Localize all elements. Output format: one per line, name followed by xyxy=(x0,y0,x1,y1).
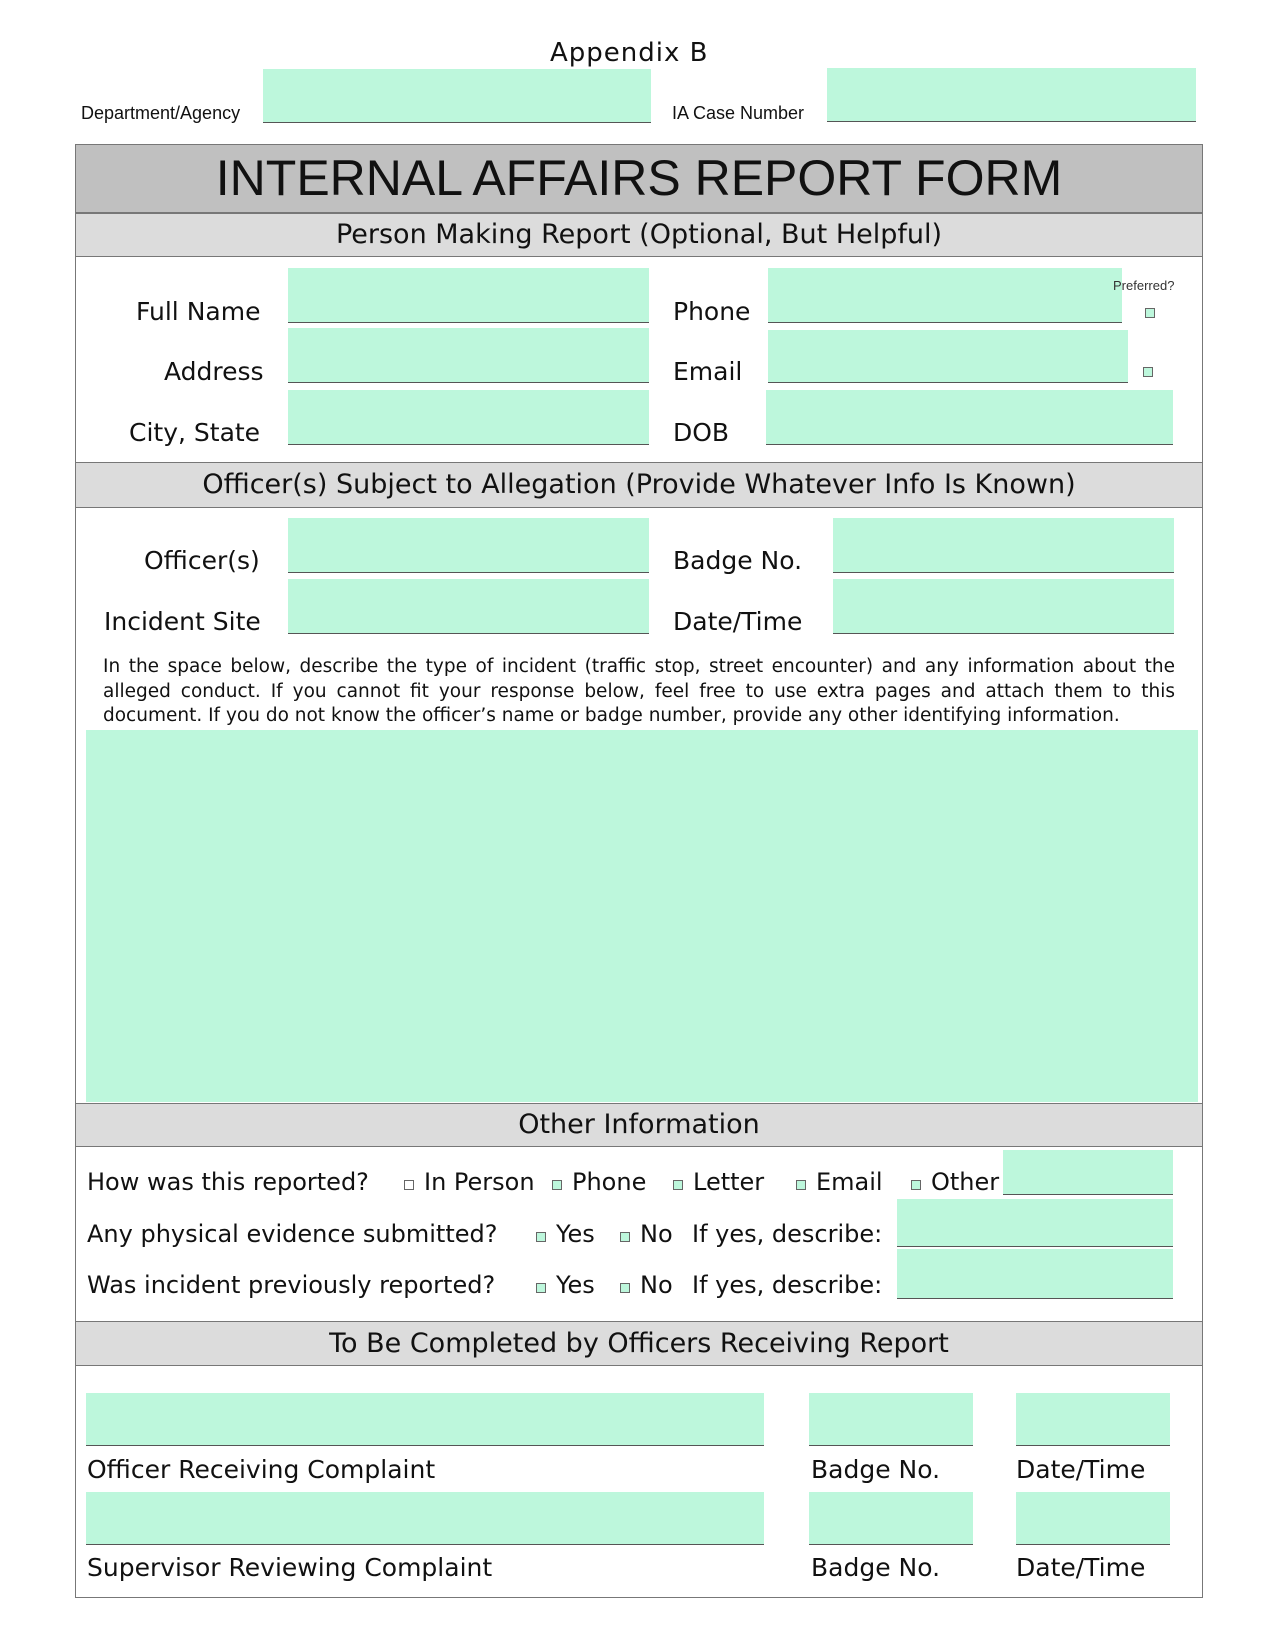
incident-datetime-label: Date/Time xyxy=(673,607,803,636)
incident-instructions: In the space below, describe the type of incident (traffic stop, street encounter) and any information about the alleged conduct. If you cannot fit your response below, feel free to use extra pages and attach them to this document. If you do not know the officer’s name or badge number, provide any other identifying information. xyxy=(103,656,1175,726)
in-person-label: In Person xyxy=(424,1168,535,1196)
previously-reported-yes-label: Yes xyxy=(556,1271,595,1299)
appendix-title: Appendix B xyxy=(550,38,709,68)
address-field[interactable] xyxy=(288,328,649,383)
other-method-label: Other xyxy=(931,1168,1000,1196)
address-label: Address xyxy=(164,357,264,386)
case-number-field[interactable] xyxy=(827,68,1196,122)
preferred-label: Preferred? xyxy=(1113,278,1175,293)
physical-evidence-yes-label: Yes xyxy=(556,1220,595,1248)
receiving-badge-label: Badge No. xyxy=(811,1455,941,1484)
form-title: INTERNAL AFFAIRS REPORT FORM xyxy=(76,145,1202,213)
physical-evidence-no-label: No xyxy=(640,1220,673,1248)
officer-badge-field[interactable] xyxy=(833,518,1174,573)
phone-label: Phone xyxy=(673,297,751,326)
previously-reported-no-checkbox[interactable] xyxy=(620,1283,630,1293)
full-name-field[interactable] xyxy=(288,268,649,323)
officer-badge-label: Badge No. xyxy=(673,546,803,575)
phone-field[interactable] xyxy=(768,268,1122,323)
email-label: Email xyxy=(673,357,743,386)
phone-preferred-checkbox[interactable] xyxy=(1145,308,1155,318)
email-field[interactable] xyxy=(768,330,1128,383)
officer-receiving-field[interactable] xyxy=(86,1393,764,1446)
department-label: Department/Agency xyxy=(81,103,241,123)
dob-field[interactable] xyxy=(766,390,1173,445)
section-other-header: Other Information xyxy=(76,1103,1202,1147)
email-preferred-checkbox[interactable] xyxy=(1143,367,1153,377)
phone-method-label: Phone xyxy=(572,1168,647,1196)
incident-datetime-field[interactable] xyxy=(833,579,1174,634)
supervisor-reviewing-label: Supervisor Reviewing Complaint xyxy=(87,1553,493,1582)
previously-reported-no-label: No xyxy=(640,1271,673,1299)
section-officers-header: Officer(s) Subject to Allegation (Provide Whatever Info Is Known) xyxy=(76,462,1202,508)
incident-description-area[interactable] xyxy=(86,730,1198,1102)
city-state-label: City, State xyxy=(129,418,261,447)
supervisor-badge-field[interactable] xyxy=(809,1492,973,1545)
other-method-checkbox[interactable] xyxy=(911,1180,921,1190)
city-state-field[interactable] xyxy=(288,390,649,445)
other-method-field[interactable] xyxy=(1003,1150,1173,1195)
phone-method-checkbox[interactable] xyxy=(552,1180,562,1190)
previously-reported-label: Was incident previously reported? xyxy=(87,1271,496,1299)
physical-evidence-no-checkbox[interactable] xyxy=(620,1232,630,1242)
receiving-datetime-label: Date/Time xyxy=(1016,1455,1146,1484)
supervisor-badge-label: Badge No. xyxy=(811,1553,941,1582)
section-person-header: Person Making Report (Optional, But Helpful) xyxy=(76,213,1202,257)
dob-label: DOB xyxy=(673,418,730,447)
physical-evidence-yes-checkbox[interactable] xyxy=(536,1232,546,1242)
receiving-datetime-field[interactable] xyxy=(1016,1393,1170,1446)
incident-site-field[interactable] xyxy=(288,579,649,634)
case-number-label: IA Case Number xyxy=(672,103,805,123)
receiving-badge-field[interactable] xyxy=(809,1393,973,1446)
officers-label: Officer(s) xyxy=(144,546,260,575)
physical-evidence-describe-label: If yes, describe: xyxy=(692,1220,883,1248)
email-method-label: Email xyxy=(816,1168,883,1196)
physical-evidence-describe-field[interactable] xyxy=(897,1199,1173,1247)
supervisor-datetime-label: Date/Time xyxy=(1016,1553,1146,1582)
officer-receiving-label: Officer Receiving Complaint xyxy=(87,1455,436,1484)
department-field[interactable] xyxy=(263,69,651,123)
previously-reported-yes-checkbox[interactable] xyxy=(536,1283,546,1293)
supervisor-datetime-field[interactable] xyxy=(1016,1492,1170,1545)
letter-method-label: Letter xyxy=(693,1168,765,1196)
email-method-checkbox[interactable] xyxy=(796,1180,806,1190)
in-person-checkbox[interactable] xyxy=(404,1180,414,1190)
incident-site-label: Incident Site xyxy=(104,607,261,636)
supervisor-reviewing-field[interactable] xyxy=(86,1492,764,1545)
officers-field[interactable] xyxy=(288,518,649,573)
full-name-label: Full Name xyxy=(136,297,261,326)
how-reported-label: How was this reported? xyxy=(87,1168,369,1196)
physical-evidence-label: Any physical evidence submitted? xyxy=(87,1220,498,1248)
previously-reported-describe-label: If yes, describe: xyxy=(692,1271,883,1299)
previously-reported-describe-field[interactable] xyxy=(897,1249,1173,1299)
section-receiving-header: To Be Completed by Officers Receiving Report xyxy=(76,1321,1202,1366)
letter-method-checkbox[interactable] xyxy=(673,1180,683,1190)
